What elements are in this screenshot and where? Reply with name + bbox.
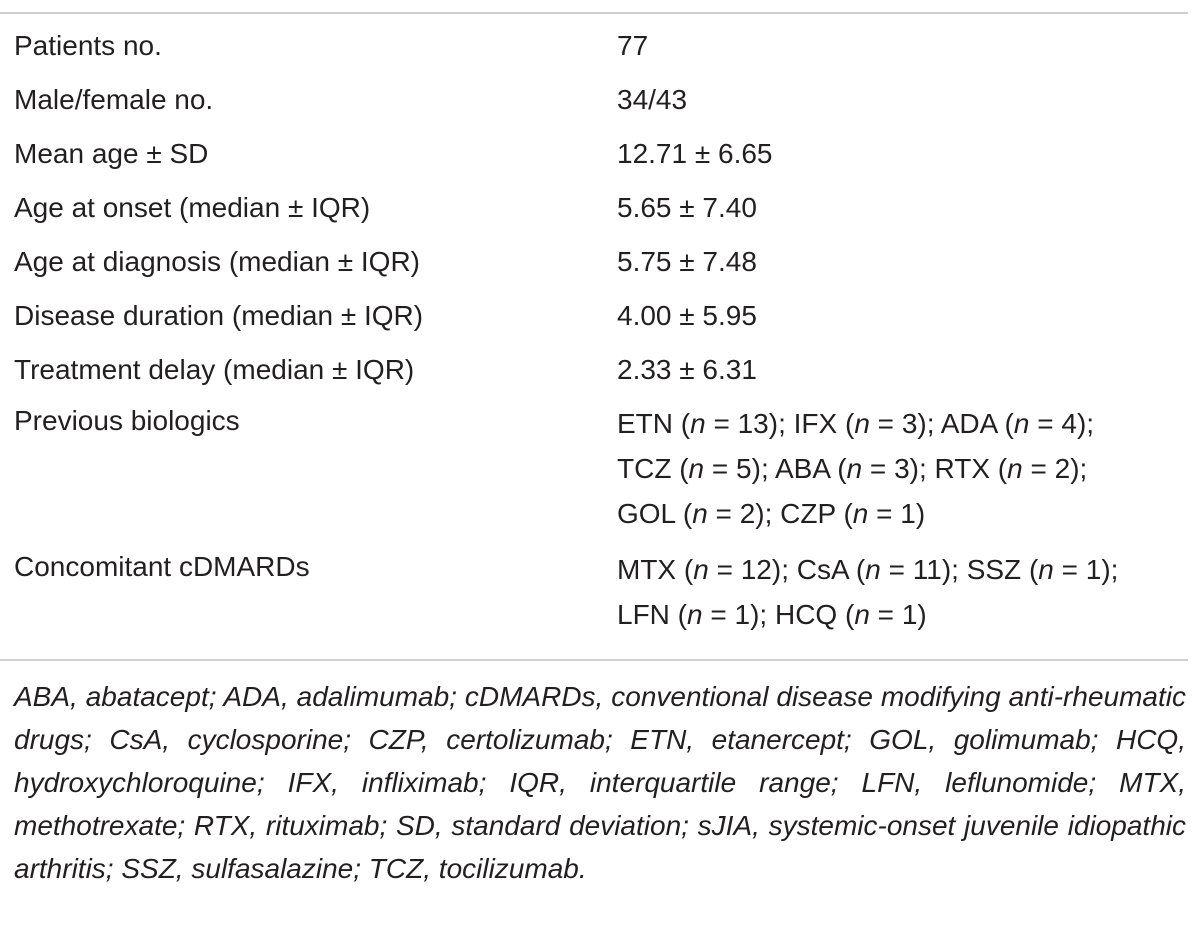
drug-count: 1 <box>901 599 918 630</box>
biologics-line <box>617 491 1188 536</box>
drug-entry: GOL (n = 2); <box>617 498 773 529</box>
row-label: Patients no. <box>14 30 162 61</box>
row-value: 77 <box>617 30 649 61</box>
table-row <box>14 188 1188 228</box>
drug-code: ETN <box>617 408 673 439</box>
drug-count: 13 <box>737 408 769 439</box>
drug-code: LFN <box>617 599 670 630</box>
drug-entry: IFX (n = 3); <box>793 408 935 439</box>
drug-code: TCZ <box>617 453 672 484</box>
n-symbol: n <box>690 408 706 439</box>
drug-count: 4 <box>1061 408 1077 439</box>
drug-code: CsA <box>796 554 849 585</box>
table-row-previous-biologics <box>14 401 1188 536</box>
row-label: Previous biologics <box>14 405 240 436</box>
row-label: Disease duration (median ± IQR) <box>14 300 424 331</box>
biologics-line <box>617 401 1188 446</box>
cdmards-line <box>617 547 1188 592</box>
table-row <box>14 242 1188 282</box>
drug-entry: HCQ (n = 1) <box>774 599 927 630</box>
table-row <box>14 134 1188 174</box>
table-top-rule <box>0 12 1188 14</box>
drug-entry: CZP (n = 1) <box>780 498 926 529</box>
n-symbol: n <box>1007 453 1023 484</box>
row-value: 5.75 ± 7.48 <box>617 246 757 277</box>
row-value: 5.65 ± 7.40 <box>617 192 757 223</box>
drug-code: CZP <box>780 498 836 529</box>
drug-entry: SSZ (n = 1); <box>966 554 1119 585</box>
cdmards-line <box>617 592 1188 637</box>
drug-code: HCQ <box>774 599 838 630</box>
row-value: 34/43 <box>617 84 688 115</box>
n-symbol: n <box>687 599 703 630</box>
drug-code: RTX <box>934 453 991 484</box>
row-label: Age at onset (median ± IQR) <box>14 192 371 223</box>
n-symbol: n <box>693 554 709 585</box>
drug-entry: LFN (n = 1); <box>617 599 768 630</box>
n-symbol: n <box>1013 408 1030 439</box>
drug-code: MTX <box>617 554 677 585</box>
row-label: Age at diagnosis (median ± IQR) <box>14 246 420 277</box>
row-value: 12.71 ± 6.65 <box>617 138 773 169</box>
n-symbol: n <box>854 599 870 630</box>
drug-count: 1 <box>1085 554 1102 585</box>
drug-count: 12 <box>740 554 772 585</box>
table-row <box>14 350 1188 390</box>
drug-count: 11 <box>912 554 942 585</box>
row-label: Mean age ± SD <box>14 138 209 169</box>
drug-entry: TCZ (n = 5); <box>617 453 769 484</box>
row-value: 4.00 ± 5.95 <box>617 300 757 331</box>
drug-count: 3 <box>901 408 918 439</box>
drug-count: 2 <box>739 498 756 529</box>
table-row <box>14 296 1188 336</box>
drug-code: GOL <box>617 498 676 529</box>
drug-entry: CsA (n = 11); <box>796 554 959 585</box>
n-symbol: n <box>692 498 708 529</box>
table-footnote: ABA, abatacept; ADA, adalimumab; cDMARDs, conventional disease modifying anti-rheumatic drugs; CsA, cyclosporine; CZP, certolizumab; ETN, etanercept; GOL, golimumab; HCQ, hydroxychloroquine; IFX, infliximab; IQR, interquartile range; LFN, leflunomide; MTX, methotrexate; RTX, rituximab; SD, standard deviation; sJIA, systemic-onset juvenile idiopathic arthritis; SSZ, sulfasalazine; TCZ, tocilizumab. <box>14 681 1186 884</box>
drug-count: 1 <box>734 599 751 630</box>
drug-count: 3 <box>894 453 910 484</box>
row-value: 2.33 ± 6.31 <box>617 354 757 385</box>
drug-code: IFX <box>793 408 838 439</box>
footnote-divider-rule <box>0 659 1188 661</box>
drug-code: ABA <box>774 453 830 484</box>
n-symbol: n <box>846 453 863 484</box>
table-row <box>14 26 1188 66</box>
drug-code: SSZ <box>966 554 1022 585</box>
row-label: Male/female no. <box>14 84 214 115</box>
n-symbol: n <box>1038 554 1054 585</box>
previous-biologics-value <box>617 401 1188 536</box>
n-symbol: n <box>865 554 881 585</box>
drug-count: 1 <box>900 498 916 529</box>
drug-count: 5 <box>736 453 752 484</box>
drug-code: ADA <box>940 408 997 439</box>
drug-entry: MTX (n = 12); <box>617 554 789 585</box>
row-label: Concomitant cDMARDs <box>14 551 310 582</box>
n-symbol: n <box>854 408 870 439</box>
n-symbol: n <box>852 498 869 529</box>
drug-entry: RTX (n = 2); <box>934 453 1088 484</box>
row-label: Treatment delay (median ± IQR) <box>14 354 415 385</box>
patient-characteristics-table <box>14 26 1188 651</box>
table-row-concomitant-cdmards <box>14 547 1188 637</box>
n-symbol: n <box>688 453 705 484</box>
drug-entry: ABA (n = 3); <box>774 453 927 484</box>
drug-entry: ETN (n = 13); <box>617 408 786 439</box>
table-row <box>14 80 1188 120</box>
concomitant-cdmards-value <box>617 547 1188 637</box>
drug-entry: ADA (n = 4); <box>940 408 1095 439</box>
drug-count: 2 <box>1054 453 1071 484</box>
biologics-line <box>617 446 1188 491</box>
